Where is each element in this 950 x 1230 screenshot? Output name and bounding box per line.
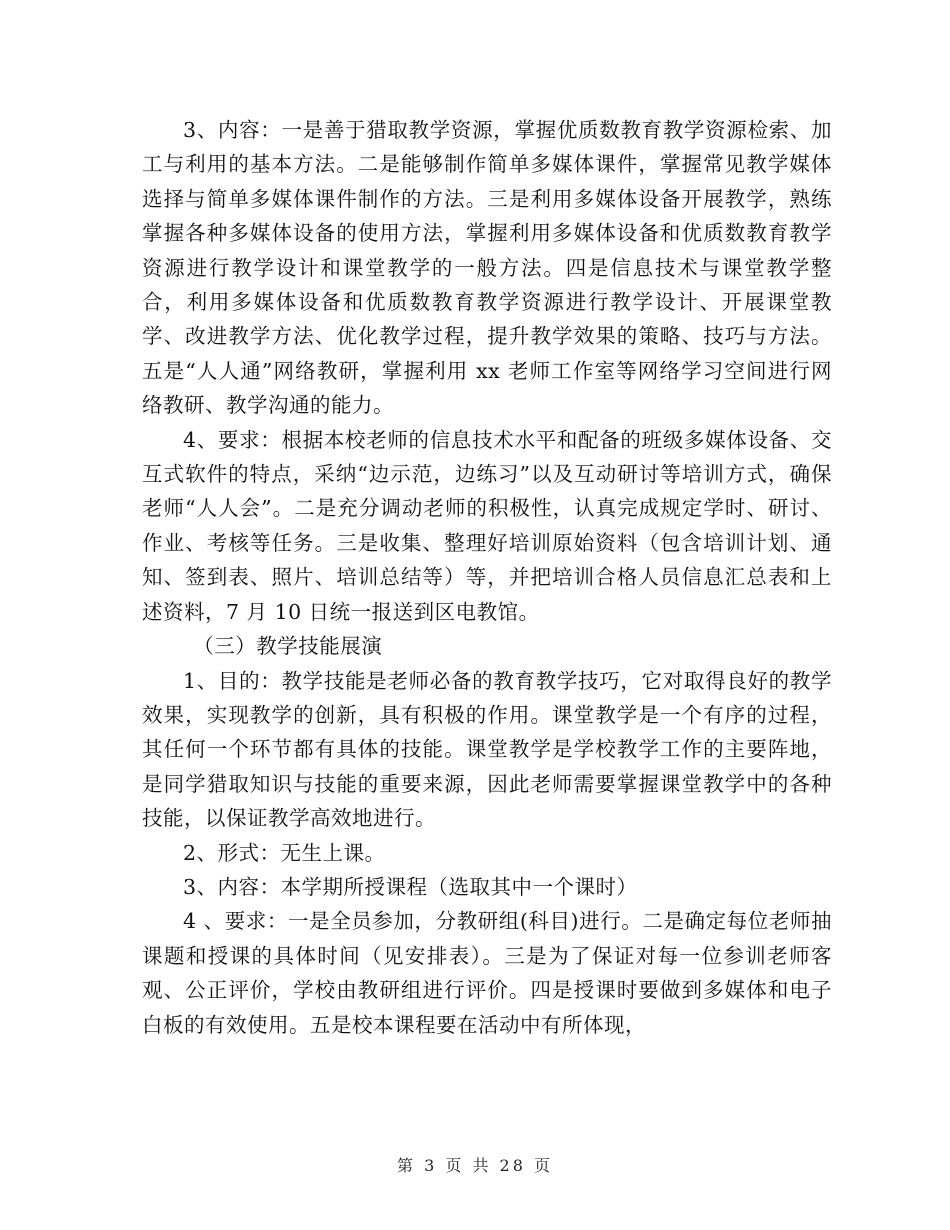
paragraph-requirements-4: 4、要求：根据本校老师的信息技术水平和配备的班级多媒体设备、交互式软件的特点，采纳“边示范，边练习”以及互动研讨等培训方式，确保老师“人人会”。二是充分调动老师的积极性，认真完成规定学时、研讨、作业、考核等任务。三是收集、整理好培训原始资料（包含培训计划、通知、签到表、照片、培训总结等）等，并把培训合格人员信息汇总表和上述资料，7 月 10 日统一报送到区电教馆。 bbox=[142, 427, 832, 624]
paragraph-requirements-section-4: 4 、要求：一是全员参加，分教研组(科目)进行。二是确定每位老师抽课题和授课的具体时间（见安排表）。三是为了保证对每一位参训老师客观、公正评价，学校由教研组进行评价。四是授课时要做到多媒体和电子白板的有效使用。五是校本课程要在活动中有所体现， bbox=[142, 909, 832, 1037]
paragraph-form-2: 2、形式：无生上课。 bbox=[183, 840, 386, 865]
paragraph-content-3: 3、内容：一是善于猎取教学资源，掌握优质数教育教学资源检索、加工与利用的基本方法。二是能够制作简单多媒体课件，掌握常见教学媒体选择与简单多媒体课件制作的方法。三是利用多媒体设备开展教学，熟练掌握各种多媒体设备的使用方法，掌握利用多媒体设备和优质数教育教学资源进行教学设计和课堂教学的一般方法。四是信息技术与课堂教学整合，利用多媒体设备和优质数教育教学资源进行教学设计、开展课堂教学、改进教学方法、优化教学过程，提升教学效果的策略、技巧与方法。五是“人人通”网络教研，掌握利用 xx 老师工作室等网络学习空间进行网络教研、教学沟通的能力。 bbox=[142, 118, 832, 418]
page-number-footer: 第 3 页 共 28 页 bbox=[397, 1156, 553, 1175]
paragraph-purpose-1: 1、目的：教学技能是老师必备的教育教学技巧，它对取得良好的教学效果，实现教学的创新，具有积极的作用。课堂教学是一个有序的过程，其任何一个环节都有具体的技能。课堂教学是学校教学工作的主要阵地，是同学猎取知识与技能的重要来源，因此老师需要掌握课堂教学中的各种技能，以保证教学高效地进行。 bbox=[142, 668, 832, 831]
document-body bbox=[142, 113, 832, 1042]
section-heading: （三）教学技能展演 bbox=[193, 634, 383, 659]
paragraph-content-section-3: 3、内容：本学期所授课程（选取其中一个课时） bbox=[183, 874, 638, 899]
